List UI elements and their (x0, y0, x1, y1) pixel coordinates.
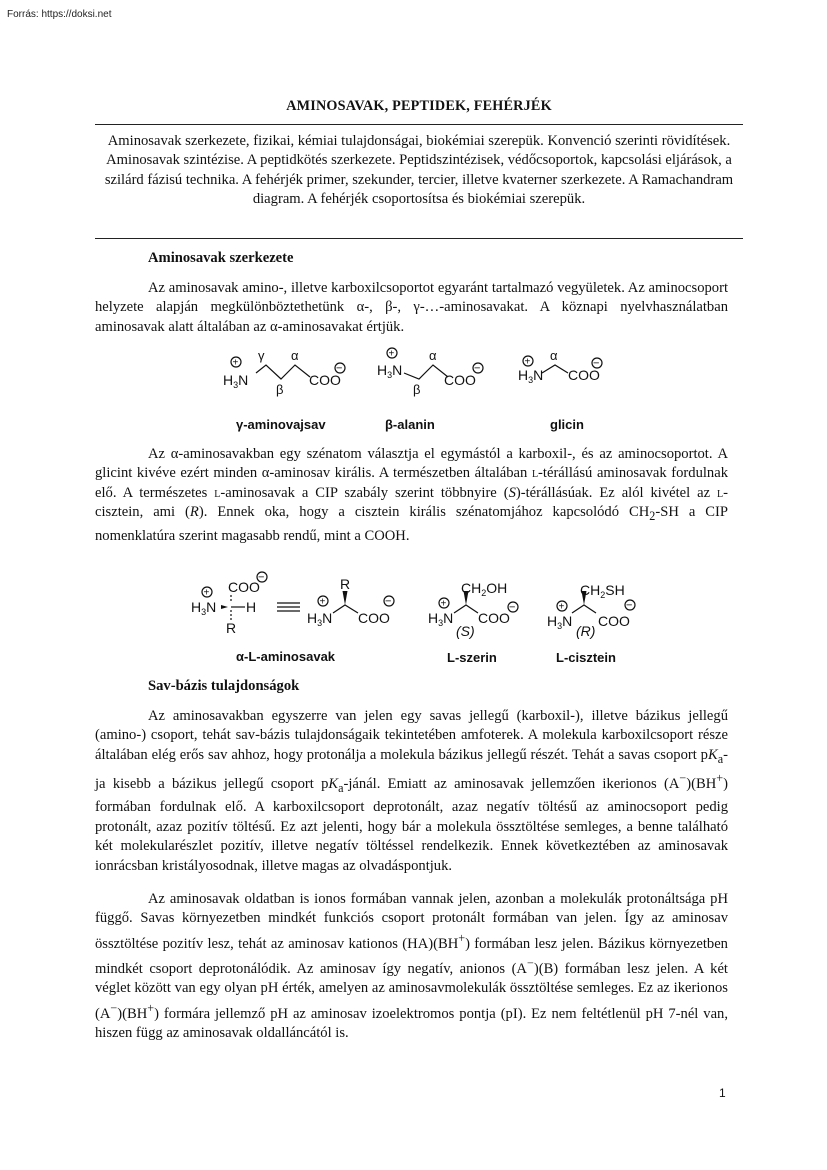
glycine-alpha: α (550, 348, 558, 363)
glycine-chain (542, 365, 568, 373)
balanine-minus: − (474, 362, 481, 375)
chirality-text-b: -térállású aminosavak fordulnak elő. A természetes (95, 465, 728, 501)
serine-s-configuration: (S) (456, 623, 475, 639)
gaba-chain (256, 365, 310, 379)
chirality-text-g: -SH a CIP nomenklatúra szerint magasabb rendű, mint a COOH. (95, 504, 729, 544)
chirality-text-a: Az α-aminosavakban egy szénatom választja el egymástól a karboxil-, és az aminocsoportot. A glicint kivéve ezért minden α-aminosav királis. A természetben általában (95, 446, 728, 482)
oldat-sup2: − (526, 956, 534, 971)
amfoter-text-b: -ja kisebb a bázikus jellegű csoport p (95, 746, 728, 792)
gaba-coo: COO (309, 372, 341, 388)
fischer-r: R (226, 620, 237, 636)
paragraph-intro (95, 279, 728, 337)
figure-l-amino-acids (188, 570, 648, 670)
oldat-sup4: + (147, 1000, 155, 1015)
label-beta-alanin: β-alanin (385, 417, 435, 432)
amfoter-sup1: − (679, 771, 687, 786)
chirality-s: S (508, 484, 516, 501)
chirality-l1: l (531, 465, 539, 482)
generic-chain (333, 605, 358, 613)
page-number: 1 (719, 1086, 726, 1100)
balanine-coo: COO (444, 372, 476, 388)
cysteine-minus: − (626, 599, 633, 612)
amfoter-sup2: + (716, 771, 724, 786)
amfoter-a2: a (338, 780, 344, 795)
oldat-text-a: Az aminosavak oldatban is ionos formában vannak jelen, azonban a molekulák protonáltsága pH függő. Savas környezetben mindkét funkciós csoport protonált formában van jelen. Így az aminosav össztöltése pozitív lesz, tehát az aminosav kationos (HA)(BH (95, 891, 728, 952)
gaba-beta: β (276, 382, 284, 397)
cysteine-r-configuration: (R) (576, 623, 596, 639)
paragraph-amfoter (95, 707, 728, 876)
cysteine-ch2sh: $CH_2SH$ (580, 582, 625, 600)
generic-h3n: $H_3N$ (307, 610, 333, 628)
oldat-sup3: − (110, 1000, 118, 1015)
serine-h3n: $H_3N$ (428, 610, 454, 628)
fischer-wedge (221, 605, 228, 609)
chirality-text-e: -cisztein, ami ( (95, 484, 728, 521)
chirality-r: R (189, 504, 199, 521)
glycine-coo: COO (568, 367, 600, 383)
fischer-plus: + (203, 587, 210, 599)
oldat-text-b: ) formában lesz jelen. Bázikus környezetben mindkét csoport deprotonálódik. Az aminosav így negatív, anionos (A (95, 935, 728, 977)
balanine-beta: β (413, 382, 421, 397)
balanine-alpha: α (429, 348, 437, 363)
source-note: Forrás: https://doksi.net (7, 9, 112, 20)
label-l-cisztein: L-cisztein (556, 650, 616, 665)
balanine-chain (404, 365, 448, 379)
heading-aminosavak-szerkezete: Aminosavak szerkezete (148, 250, 294, 266)
chirality-l3: l (717, 484, 724, 501)
gaba-alpha: α (291, 348, 299, 363)
glycine-plus: + (524, 356, 531, 368)
gaba-h3n: $H_3N$ (223, 372, 249, 390)
amfoter-text-e: ) formában fordulnak elő. A karboxilcsoport deprotonált, azaz negatív töltésű az aminocsoport pedig protonált, azaz pozitív töltésű. Ez azt jelenti, hogy bár a molekula össztöltése semleges, a benne található két molekularészlet pozitív, illetve negatív töltéssel rendelkezik. Ennek következtében az aminosavak ionrácsban kristályosodnak, illetve magas az olvadáspontjuk. (95, 775, 728, 874)
balanine-h3n: $H_3N$ (377, 362, 403, 380)
amfoter-a1: a (717, 751, 724, 766)
label-l-szerin: L-szerin (447, 650, 497, 665)
heading-sav-bazis: Sav-bázis tulajdonságok (148, 678, 300, 694)
label-gamma-aminovajsav: γ-aminovajsav (236, 417, 326, 432)
cysteine-chain (572, 605, 596, 613)
generic-coo: COO (358, 610, 390, 626)
generic-plus: + (319, 596, 326, 608)
glycine-minus: − (593, 357, 600, 370)
paragraph-intro-text: Az aminosavak amino-, illetve karboxilcsoportot egyaránt tartalmazó vegyületek. Az aminocsoport helyzete alapján megkülönböztethetünk α-, β-, γ-…-aminosavakat. A köznapi nyelvhasználatban aminosavak alatt általában az α-aminosavakat értjük. (95, 280, 728, 335)
label-alpha-l-aminosavak: α-L-aminosavak (236, 649, 336, 664)
gaba-minus: − (336, 362, 343, 375)
figure-amino-acid-types (215, 344, 615, 434)
serine-chain (454, 605, 478, 613)
chirality-text-f: ). Ennek oka, hogy a cisztein királis szénatomjához kapcsolódó CH (198, 504, 650, 521)
paragraph-chirality (95, 445, 728, 546)
serine-minus: − (509, 601, 516, 614)
chirality-text-d: )-térállásúak. Ez alól kivétel az (515, 484, 718, 501)
generic-minus: − (385, 595, 392, 608)
oldat-sup1: + (458, 930, 466, 945)
fischer-coo: COO (228, 579, 260, 595)
oldat-text-c: )(B) formában lesz jelen. A két véglet között van egy olyan pH érték, amelyen az aminosavmolekulák össztöltése semleges. Ez az ikerionos (A (95, 960, 728, 1022)
chirality-sub2: 2 (649, 509, 656, 524)
page-title: AMINOSAVAK, PEPTIDEK, FEHÉRJÉK (286, 98, 552, 114)
amfoter-k2: K (328, 775, 339, 792)
fischer-minus: − (258, 571, 265, 584)
amfoter-k1: K (707, 746, 718, 763)
gaba-gamma: γ (258, 348, 265, 363)
amfoter-text-a: Az aminosavakban egyszerre van jelen egy savas jellegű (karboxil-), illetve bázikus jellegű (amino-) csoport, tehát sav-bázis tulajdonságaik tekintetében amfoterek. A molekula karboxilcsoport része általában elég erős sav ahhoz, hogy protonálja a molekula bázikus jellegű részét. Tehát a savas csoport p (95, 708, 728, 763)
serine-plus: + (440, 598, 447, 610)
cysteine-coo: COO (598, 613, 630, 629)
glycine-h3n: $H_3N$ (518, 367, 544, 385)
chirality-text-c: -aminosavak a CIP szabály szerint többnyire ( (220, 484, 509, 501)
chirality-l2: l (214, 484, 221, 501)
balanine-plus: + (388, 348, 395, 360)
cysteine-h3n: $H_3N$ (547, 613, 573, 631)
generic-r: R (340, 576, 351, 592)
cysteine-plus: + (558, 601, 565, 613)
oldat-text-d: )(BH (117, 1005, 148, 1022)
label-glicin: glicin (550, 417, 584, 432)
paragraph-oldat (95, 890, 728, 1043)
abstract: Aminosavak szerkezete, fizikai, kémiai tulajdonságai, biokémiai szerepük. Konvenció szerinti rövidítések. Aminosavak szintézise. A peptidkötés szerkezete. Peptidszintézisek, védőcsoportok, kapcsolási eljárások, a szilárd fázisú technika. A fehérjék primer, szekunder, tercier, illetve kvaterner szerkezete. A Ramachandram diagram. A fehérjék csoportosítsa és biokémiai szerepük. (104, 133, 734, 208)
amfoter-text-d: )(BH (686, 775, 717, 792)
generic-wedge (343, 591, 348, 605)
title-rule-top (95, 124, 743, 125)
title-rule-bottom (95, 238, 743, 239)
fischer-h: H (246, 599, 257, 615)
fischer-h3n: $H_3N$ (191, 599, 217, 617)
amfoter-text-c: -jánál. Emiatt az aminosavak jellemzően ikerionos (A (343, 775, 680, 792)
serine-coo: COO (478, 610, 510, 626)
oldat-text-e: ) formára jellemző pH az aminosav izoelektromos pontja (pI). Ez nem feltétlenül pH 7-nél van, hiszen függ az aminosavak oldalláncától is. (95, 1005, 728, 1042)
gaba-plus: + (232, 357, 239, 369)
serine-ch2oh: $CH_2OH$ (461, 580, 508, 598)
